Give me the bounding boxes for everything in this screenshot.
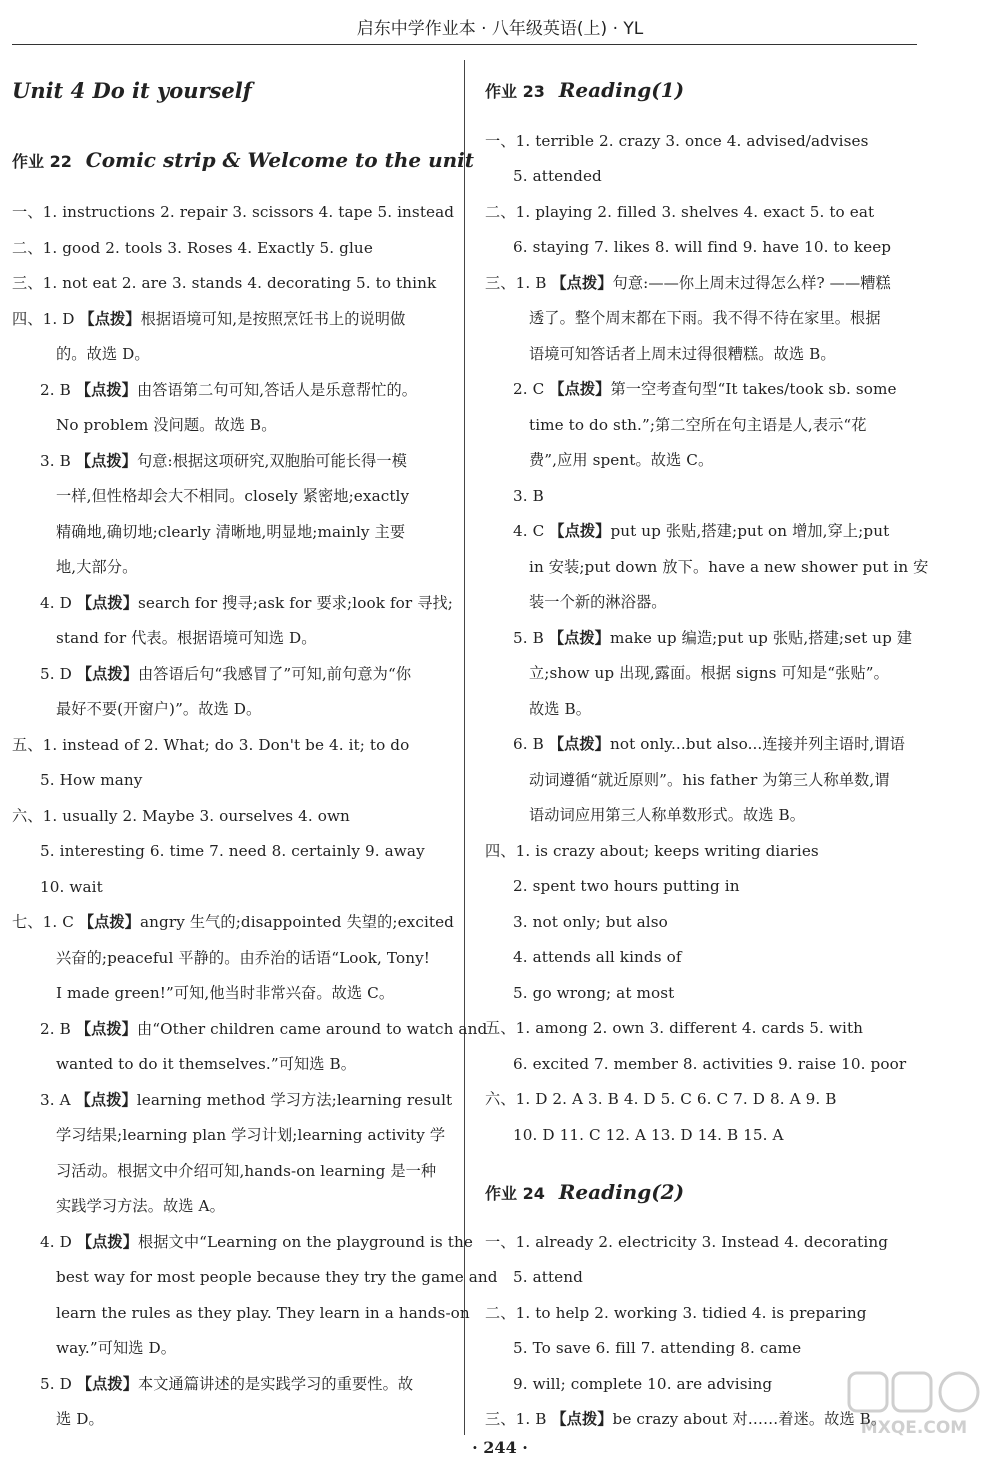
- right-answer-line: 二、1. playing 2. filled 3. shelves 4. exact 5. to eat: [485, 203, 875, 221]
- hw22-title: Comic strip & Welcome to the unit: [85, 148, 474, 172]
- right-answer-line: 10. D 11. C 12. A 13. D 14. B 15. A: [513, 1126, 784, 1144]
- right-answer-line: 5. attended: [513, 167, 602, 185]
- watermark-logo: [847, 1369, 982, 1441]
- right-answer-line: 5. To save 6. fill 7. attending 8. came: [513, 1339, 802, 1357]
- left-answer-line: 4. D 【点拨】根据文中“Learning on the playground is the: [40, 1233, 473, 1251]
- running-header: 启东中学作业本 · 八年级英语(上) · YL: [356, 19, 644, 39]
- left-answer-line: 二、1. good 2. tools 3. Roses 4. Exactly 5. glue: [12, 239, 373, 257]
- hint-tag: 【点拨】: [551, 274, 613, 292]
- left-answer-line: stand for 代表。根据语境可知选 D。: [56, 629, 317, 647]
- left-answer-line: 2. B 【点拨】由答语第二句可知,答话人是乐意帮忙的。: [40, 381, 418, 399]
- left-answer-line: way.”可知选 D。: [56, 1339, 177, 1357]
- left-answer-line: learn the rules as they play. They learn in a hands-on: [56, 1304, 470, 1322]
- right-answer-line: 故选 B。: [529, 700, 592, 718]
- hw23-title: Reading(1): [558, 78, 685, 102]
- left-answer-line: 七、1. C 【点拨】angry 生气的;disappointed 失望的;excited: [12, 913, 455, 931]
- right-answer-line: 费”,应用 spent。故选 C。: [529, 451, 714, 469]
- right-answer-line: 5. go wrong; at most: [513, 984, 675, 1002]
- right-answer-line: 5. attend: [513, 1268, 583, 1286]
- right-answer-line: 六、1. D 2. A 3. B 4. D 5. C 6. C 7. D 8. A 9. B: [485, 1090, 837, 1108]
- left-answer-line: 10. wait: [40, 878, 103, 896]
- left-answer-line: I made green!”可知,他当时非常兴奋。故选 C。: [56, 984, 395, 1002]
- left-answer-line: 4. D 【点拨】search for 搜寻;ask for 要求;look for 寻找;: [40, 594, 453, 612]
- right-answer-line: 2. spent two hours putting in: [513, 877, 740, 895]
- right-answer-line: 装一个新的淋浴器。: [529, 593, 667, 611]
- left-answer-line: 一样,但性格却会大不相同。closely 紧密地;exactly: [56, 487, 410, 505]
- left-answer-line: 实践学习方法。故选 A。: [56, 1197, 225, 1215]
- hint-tag: 【点拨】: [76, 665, 138, 683]
- right-answer-line: 2. C 【点拨】第一空考查句型“It takes/took sb. some: [513, 380, 897, 398]
- right-answer-line: 一、1. already 2. electricity 3. Instead 4. decorating: [485, 1233, 889, 1251]
- left-answer-line: 5. How many: [40, 771, 143, 789]
- hint-tag: 【点拨】: [75, 1091, 137, 1109]
- right-answer-line: 动词遵循“就近原则”。his father 为第三人称单数,谓: [529, 771, 890, 789]
- left-answer-line: 3. B 【点拨】句意:根据这项研究,双胞胎可能长得一模: [40, 452, 408, 470]
- left-answer-line: 一、1. instructions 2. repair 3. scissors 4. tape 5. instead: [12, 203, 455, 221]
- left-answer-line: 选 D。: [56, 1410, 104, 1428]
- hw24-prefix: 作业 24: [485, 1184, 545, 1203]
- right-answer-line: 四、1. is crazy about; keeps writing diaries: [485, 842, 819, 860]
- right-answer-line: 语境可知答话者上周末过得很糟糕。故选 B。: [529, 345, 836, 363]
- hint-tag: 【点拨】: [76, 1233, 138, 1251]
- unit-title: Unit 4 Do it yourself: [12, 78, 252, 103]
- left-answer-line: 5. D 【点拨】由答语后句“我感冒了”可知,前句意为“你: [40, 665, 412, 683]
- left-answer-line: 3. A 【点拨】learning method 学习方法;learning result: [40, 1091, 453, 1109]
- left-answer-line: 的。故选 D。: [56, 345, 150, 363]
- hint-tag: 【点拨】: [549, 522, 611, 540]
- left-answer-line: 5. interesting 6. time 7. need 8. certainly 9. away: [40, 842, 425, 860]
- hw22-heading: [12, 148, 474, 172]
- left-answer-line: 五、1. instead of 2. What; do 3. Don't be 4. it; to do: [12, 736, 410, 754]
- hint-tag: 【点拨】: [78, 913, 140, 931]
- left-answer-line: wanted to do it themselves.”可知选 B。: [56, 1055, 357, 1073]
- left-answer-line: 2. B 【点拨】由“Other children came around to watch and: [40, 1020, 488, 1038]
- left-answer-line: 最好不要(开窗户)”。故选 D。: [56, 700, 262, 718]
- right-answer-line: 三、1. B 【点拨】be crazy about 对……着迷。故选 B。: [485, 1410, 887, 1428]
- hw23-heading: [485, 78, 684, 102]
- hw23-prefix: 作业 23: [485, 82, 545, 101]
- hw22-prefix: 作业 22: [12, 152, 72, 171]
- right-answer-line: 三、1. B 【点拨】句意:——你上周末过得怎么样? ——糟糕: [485, 274, 891, 292]
- right-answer-line: 6. staying 7. likes 8. will find 9. have 10. to keep: [513, 238, 892, 256]
- right-answer-line: 4. attends all kinds of: [513, 948, 682, 966]
- right-answer-line: 5. B 【点拨】make up 编造;put up 张贴,搭建;set up 建: [513, 629, 913, 647]
- left-answer-line: 5. D 【点拨】本文通篇讲述的是实践学习的重要性。故: [40, 1375, 414, 1393]
- hint-tag: 【点拨】: [549, 380, 611, 398]
- hint-tag: 【点拨】: [551, 1410, 613, 1428]
- hw24-title: Reading(2): [558, 1180, 685, 1204]
- left-answer-line: 六、1. usually 2. Maybe 3. ourselves 4. own: [12, 807, 350, 825]
- right-answer-line: 4. C 【点拨】put up 张贴,搭建;put on 增加,穿上;put: [513, 522, 890, 540]
- hint-tag: 【点拨】: [75, 452, 137, 470]
- left-answer-line: 兴奋的;peaceful 平静的。由乔治的话语“Look, Tony!: [56, 949, 430, 967]
- hint-tag: 【点拨】: [548, 629, 610, 647]
- hint-tag: 【点拨】: [76, 1375, 138, 1393]
- right-answer-line: time to do sth.”;第二空所在句主语是人,表示“花: [529, 416, 867, 434]
- right-answer-line: 6. excited 7. member 8. activities 9. raise 10. poor: [513, 1055, 907, 1073]
- left-answer-line: 习活动。根据文中介绍可知,hands-on learning 是一种: [56, 1162, 437, 1180]
- right-answer-line: 9. will; complete 10. are advising: [513, 1375, 773, 1393]
- watermark-text: MXQE.COM: [860, 1418, 968, 1438]
- right-answer-line: 一、1. terrible 2. crazy 3. once 4. advised/advises: [485, 132, 869, 150]
- right-answer-line: 6. B 【点拨】not only...but also...连接并列主语时,谓语: [513, 735, 905, 753]
- right-answer-line: in 安装;put down 放下。have a new shower put in 安: [529, 558, 929, 576]
- page-number: · 244 ·: [472, 1438, 528, 1457]
- right-answer-line: 五、1. among 2. own 3. different 4. cards 5. with: [485, 1019, 864, 1037]
- hw24-heading: [485, 1180, 684, 1204]
- left-answer-line: 四、1. D 【点拨】根据语境可知,是按照烹饪书上的说明做: [12, 310, 406, 328]
- left-answer-line: 三、1. not eat 2. are 3. stands 4. decorating 5. to think: [12, 274, 437, 292]
- left-answer-line: No problem 没问题。故选 B。: [56, 416, 277, 434]
- right-answer-line: 语动词应用第三人称单数形式。故选 B。: [529, 806, 806, 824]
- right-answer-line: 3. not only; but also: [513, 913, 668, 931]
- right-answer-line: 二、1. to help 2. working 3. tidied 4. is preparing: [485, 1304, 867, 1322]
- header-rule: [12, 44, 917, 45]
- hint-tag: 【点拨】: [548, 735, 610, 753]
- right-answer-line: 立;show up 出现,露面。根据 signs 可知是“张贴”。: [529, 664, 889, 682]
- left-answer-line: 精确地,确切地;clearly 清晰地,明显地;mainly 主要: [56, 523, 406, 541]
- right-answer-line: 透了。整个周末都在下雨。我不得不待在家里。根据: [529, 309, 881, 327]
- left-answer-line: best way for most people because they try the game and: [56, 1268, 498, 1286]
- hint-tag: 【点拨】: [79, 310, 141, 328]
- left-answer-line: 地,大部分。: [56, 558, 138, 576]
- right-answer-line: 3. B: [513, 487, 544, 505]
- column-divider: [464, 60, 465, 1435]
- left-answer-line: 学习结果;learning plan 学习计划;learning activity 学: [56, 1126, 446, 1144]
- hint-tag: 【点拨】: [75, 381, 137, 399]
- hint-tag: 【点拨】: [76, 594, 138, 612]
- hint-tag: 【点拨】: [75, 1020, 137, 1038]
